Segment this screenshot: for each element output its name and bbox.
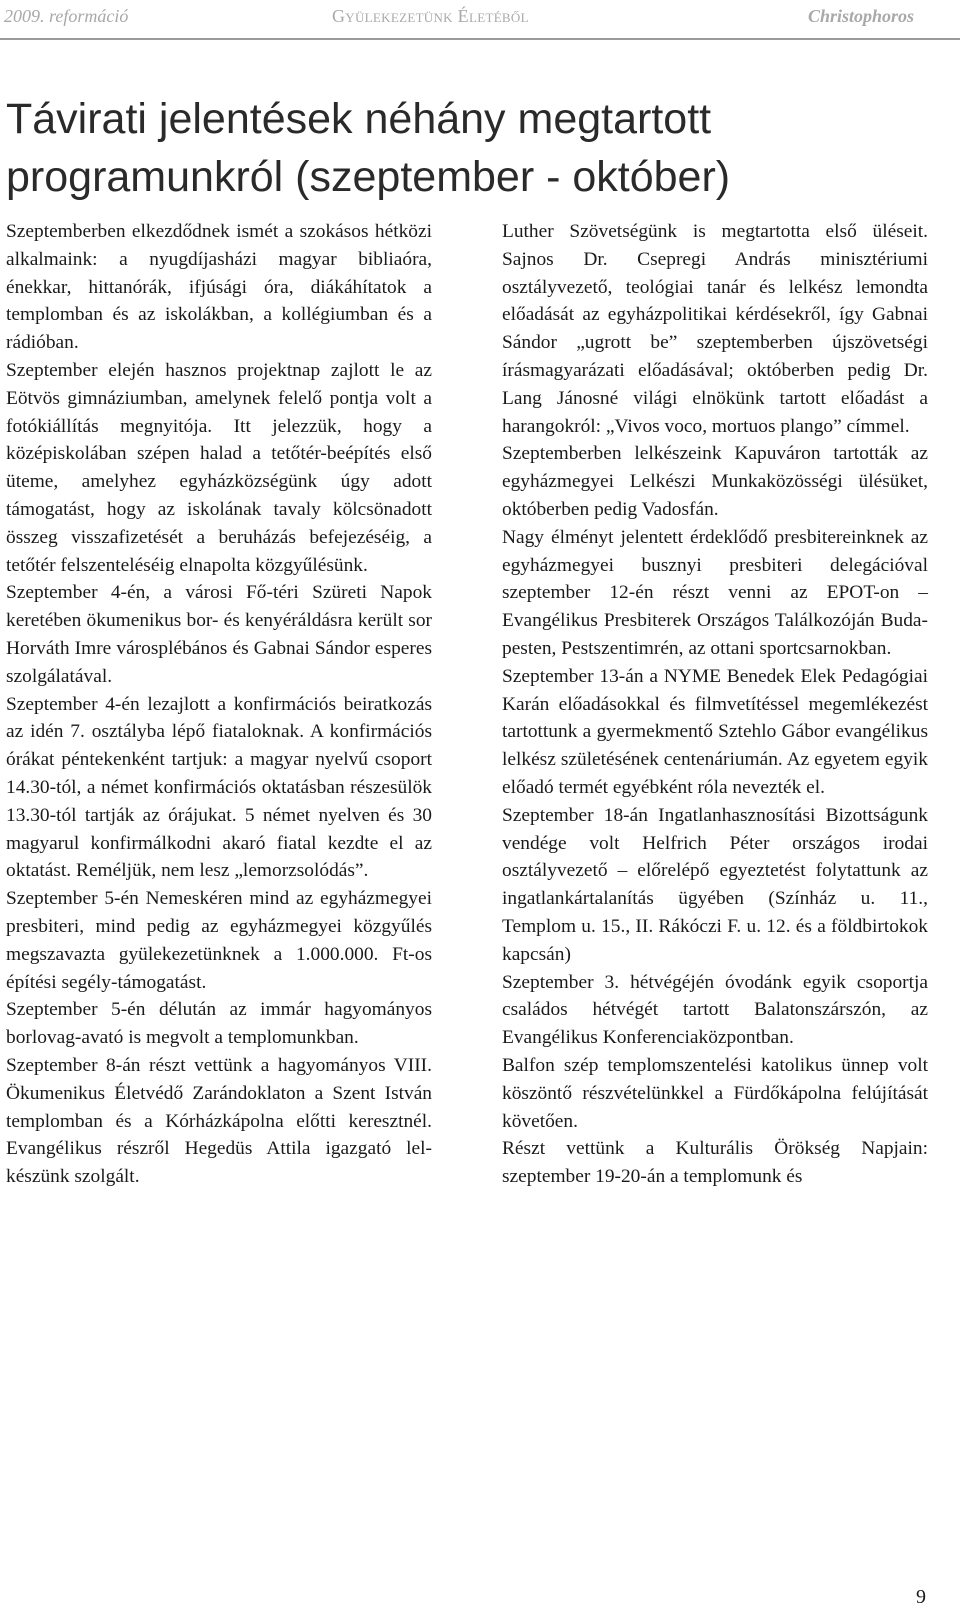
page-number: 9 [916,1586,926,1608]
right-paragraph: Balfon szép templomszentelési katolikus ünnep volt köszöntő részvételünkkel a Fürdőkápolna felújítását követően. [502,1054,928,1132]
left-paragraph: Szeptember elején hasznos projektnap zajlott le az Eötvös gimnáziumban, amelynek felelő pontja volt a fotókiállítás megnyitója. Itt jelezzük, hogy a középiskolában szépen halad a tetőtér-beépítés első üteme, amelyhez egyházközségünk úgy adott támogatást, hogy az iskolának tavaly kölcsönadott összeg visszafizetését a beruházás befejezéséig, a tetőtér felszenteléséig elnapolta közgyűlésünk. [6,359,432,576]
left-column [6,218,432,1191]
right-paragraph: Szeptemberben lelkészeink Kapuváron tartották az egyházmegyei Lelkészi Munkaközösségi ülésüket, októberben pedig Vadosfán. [502,443,928,520]
right-paragraph: Szeptember 3. hétvégéjén óvodánk egyik csoportja családos hétvégét tartott Balatonszárszón, az Evangélikus Konferenciaközpontban. [502,971,928,1049]
running-header [0,0,960,40]
left-paragraph: Szeptember 5-én Nemeskéren mind az egyházmegyei presbiteri, mind pedig az egyházmegyei közgyűlés megszavazta gyülekezetünknek a 1.000.000. Ft-os építési segély-támogatást. [6,888,432,993]
header-center-text: Gyülekezetünk Életéből [332,6,529,26]
header-right-text: Christophoros [808,6,915,26]
left-paragraph: Szeptember 4-én lezajlott a konfirmációs beiratkozás az idén 7. osztályba lépő fiataloknak. A konfirmációs órákat péntekenként tartjuk: a magyar nyelvű csoport 14.30-tól, a német konfirmációs oktatásban részesülök 13.30-tól tartják az órájukat. 5 német nyelven és 30 magyarul konfirmálkodni akaró fiatal kezdte el az oktatást. Reméljük, nem lesz „lemorzsolódás”. [6,693,432,882]
header-left-text: 2009. reformáció [4,6,129,26]
right-paragraph: Luther Szövetségünk is megtartotta első üléseit. Sajnos Dr. Csepregi András minisztériumi osztályvezető, teológiai tanár és lelkész lemondta előadását az egyházpolitikai kérdésekről, így Gabnai Sándor „ugrott be” szeptemberben újszövetségi írásmagyarázati előadásával; októberben pedig Dr. Lang Jánosné világi elnökünk tartott előadást a harangokról: „Vivos voco, mortuos plango” címmel. [502,221,928,437]
left-paragraph: Szeptemberben elkezdődnek ismét a szokásos hétközi alkalmaink: a nyugdíjasházi magyar bibliaóra, énekkar, hittanórák, ifjúsági óra, diákáhítatok a templomban és az iskolákban, a kollégiumban és a rádióban. [6,221,432,354]
right-paragraph: Szeptember 18-án Ingatlanhasznosítási Bizottságunk vendége volt Helfrich Péter országos irodai osztályvezető – előrelépő egyeztetést folytattunk az ingatlankártalanítás ügyében (Színház u. 11., Templom u. 15., II. Rákóczi F. u. 12. és a földbirtokok kapcsán) [502,804,928,965]
article-title: Távirati jelentések néhány megtartott programunkról (szeptember - október) [6,95,731,201]
right-paragraph: Szeptember 13-án a NYME Benedek Elek Pedagógiai Karán előadásokkal és filmvetítéssel megemlékezést tartottunk a gyermekmentő Sztehlo Gábor evangélikus lelkész születésének centenáriumán. Az egyetem egyik előadó termét egyébként róla nevezték el. [502,665,928,798]
right-column [502,218,928,1191]
right-paragraph: Nagy élményt jelentett érdeklődő presbitereinknek az egyházmegyei busznyi presbiteri delegációval szeptember 12-én részt venni az EPOT-on – Evangélikus Presbiterek Országos Találkozóján Budapesten, Pestszentimrén, az ottani sportcsarnokban. [502,526,928,659]
right-paragraph: Részt vettünk a Kulturális Örökség Napjain: szeptember 19-20-án a templomunk és [502,1138,928,1188]
left-paragraph: Szeptember 4-én, a városi Fő-téri Szüreti Napok keretében ökumenikus bor- és kenyéráldásra került sor Horváth Imre városplébános és Gabnai Sándor esperes szolgálatával. [6,582,432,687]
left-paragraph: Szeptember 5-én délután az immár hagyományos borlovag-avató is megvolt a templomunkban. [6,999,432,1049]
left-paragraph: Szeptember 8-án részt vettünk a hagyományos VIII. Ökumenikus Életvédő Zarándoklaton a Szent István templomban és a Kórházkápolna előtti keresztnél. Evangélikus részről Hegedüs Attila igazgató lelkészünk szolgált. [6,1054,432,1188]
